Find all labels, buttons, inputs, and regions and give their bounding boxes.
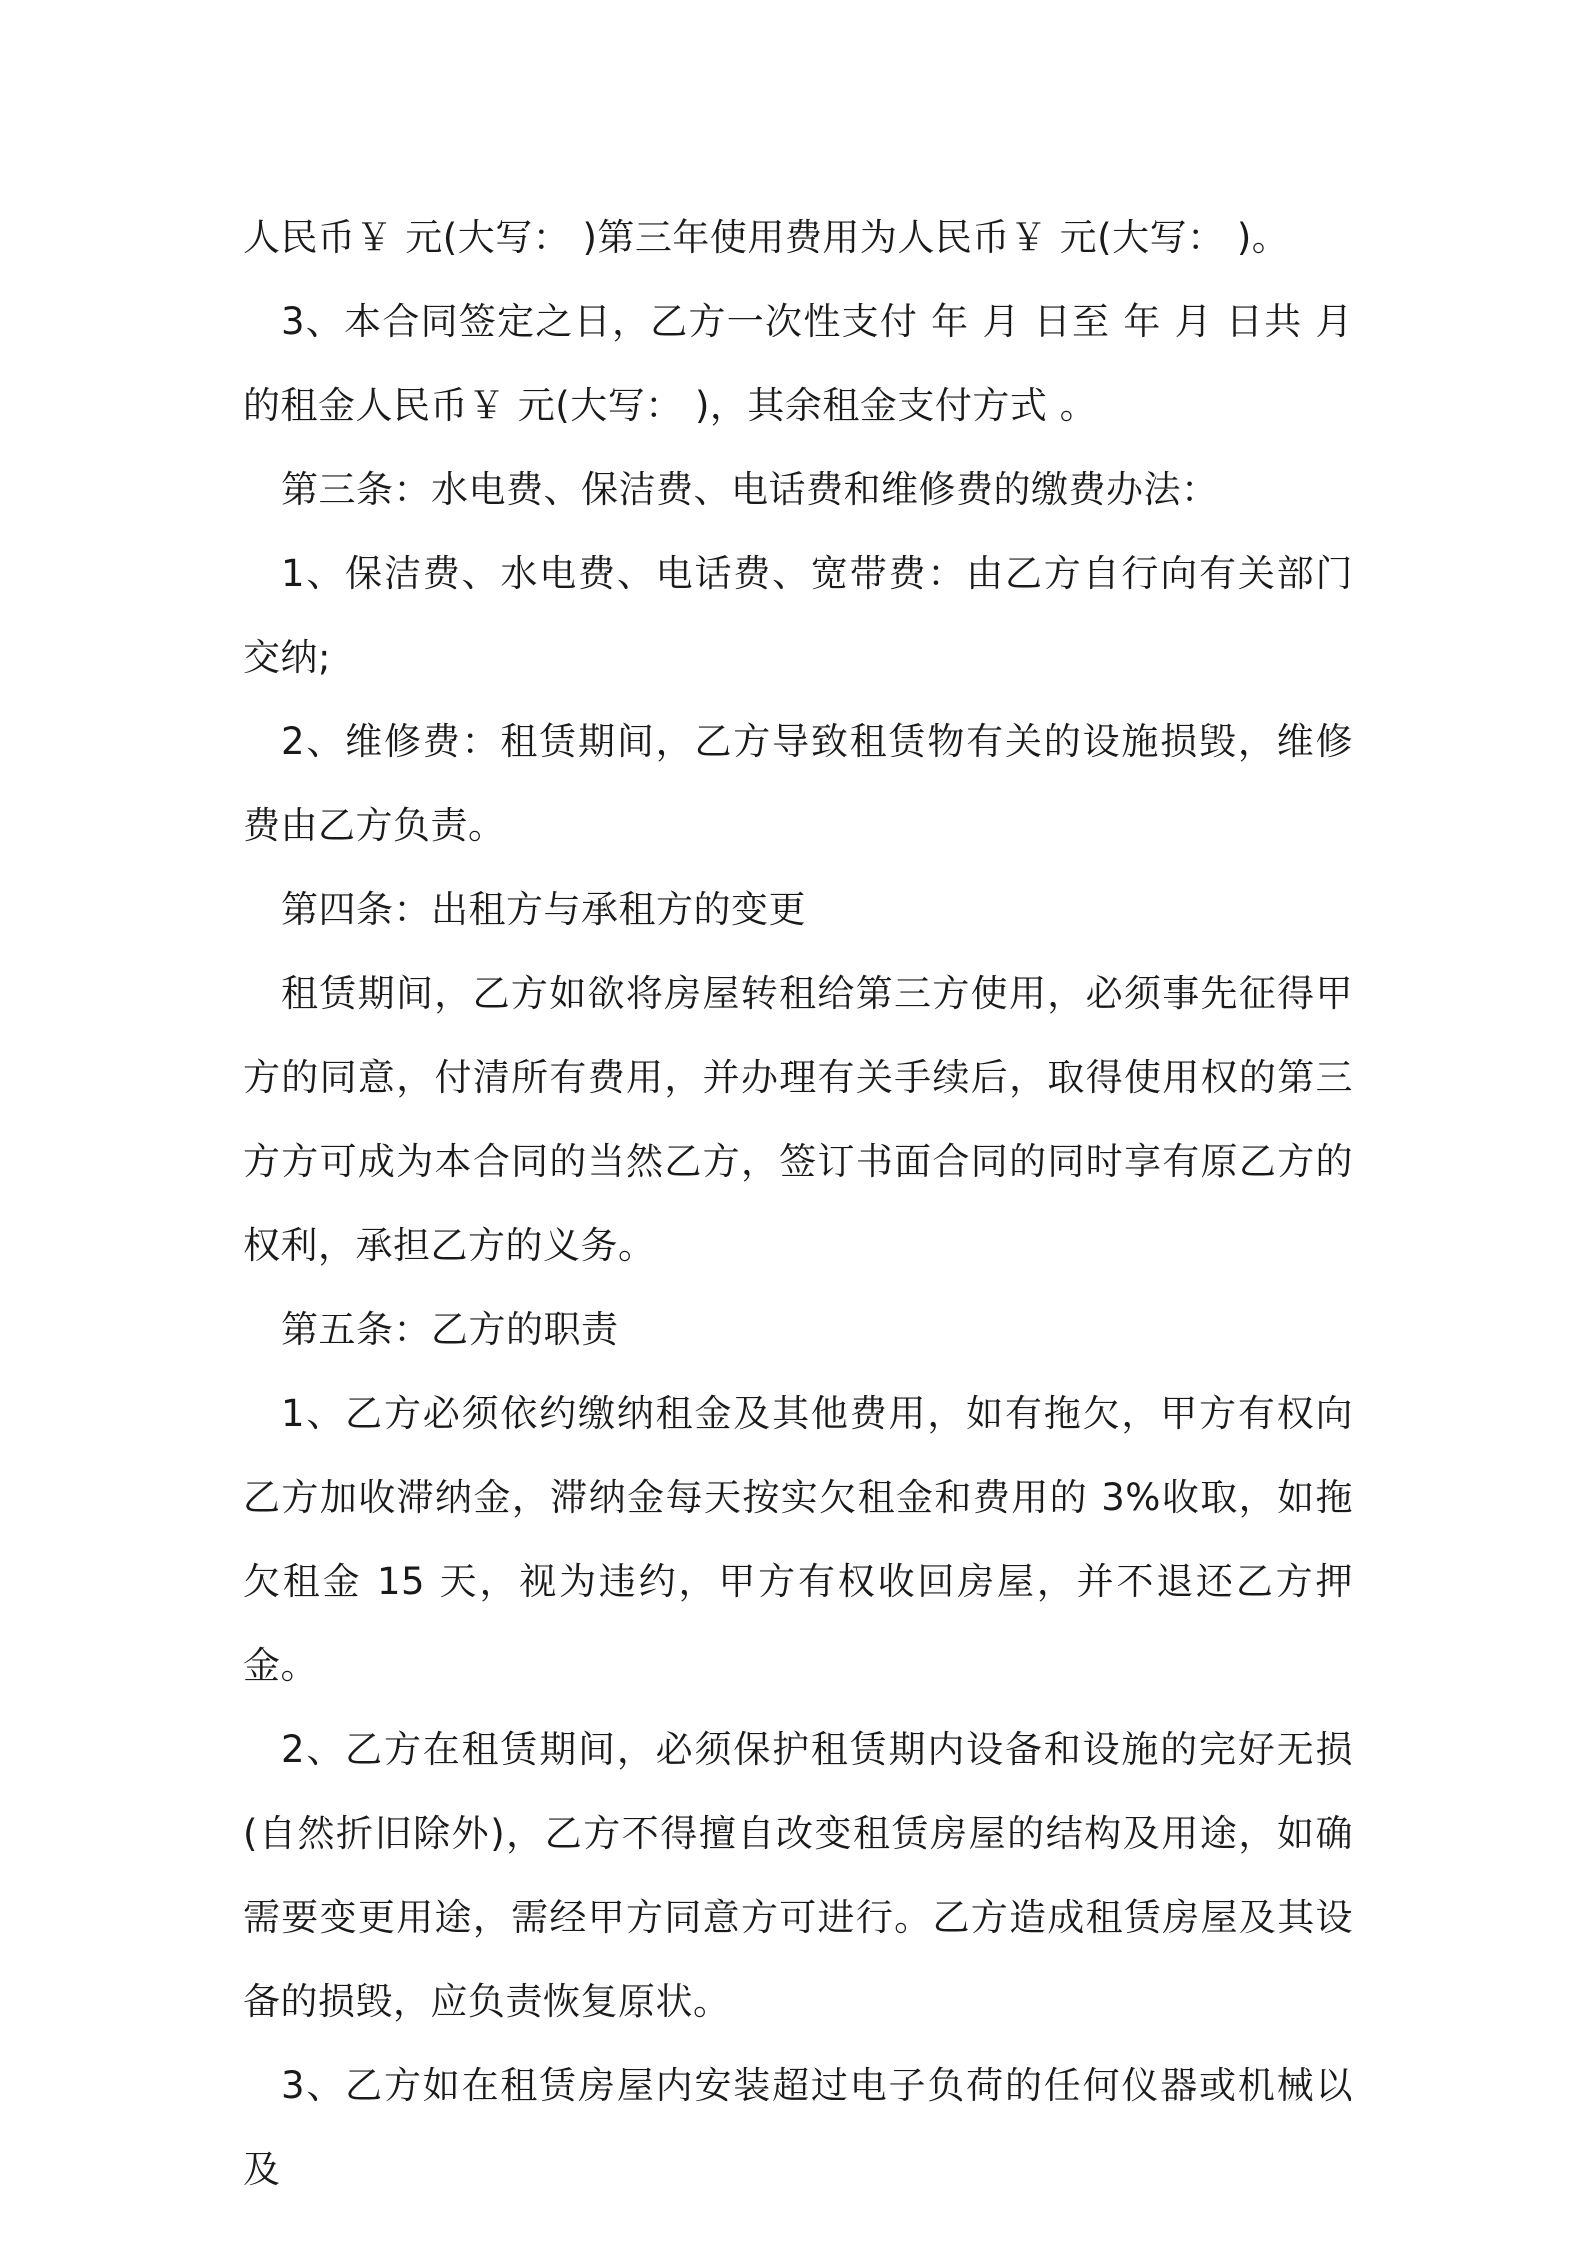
paragraph-2: 3、本合同签定之日，乙方一次性支付 年 月 日至 年 月 日共 月的租金人民币￥ 元(大写： )，其余租金支付方式 。 <box>243 300 1353 427</box>
paragraph-3: 1、保洁费、水电费、电话费、宽带费：由乙方自行向有关部门交纳; <box>243 552 1353 679</box>
paragraph-4: 2、维修费：租赁期间，乙方导致租赁物有关的设施损毁，维修费由乙方负责。 <box>243 720 1353 847</box>
paragraph-5: 租赁期间，乙方如欲将房屋转租给第三方使用，必须事先征得甲方的同意，付清所有费用，并办理有关手续后，取得使用权的第三方方可成为本合同的当然乙方，签订书面合同的同时享有原乙方的权利，承担乙方的义务。 <box>243 972 1353 1267</box>
document-body <box>243 196 1353 2212</box>
section-heading-article-5: 第五条：乙方的职责 <box>281 1308 619 1351</box>
paragraph-8: 3、乙方如在租赁房屋内安装超过电子负荷的任何仪器或机械以及 <box>243 2064 1353 2191</box>
section-heading-article-3: 第三条：水电费、保洁费、电话费和维修费的缴费办法： <box>281 468 1219 511</box>
paragraph-7: 2、乙方在租赁期间，必须保护租赁期内设备和设施的完好无损(自然折旧除外)，乙方不得擅自改变租赁房屋的结构及用途，如确需要变更用途，需经甲方同意方可进行。乙方造成租赁房屋及其设备的损毁，应负责恢复原状。 <box>243 1728 1353 2023</box>
paragraph-6: 1、乙方必须依约缴纳租金及其他费用，如有拖欠，甲方有权向乙方加收滞纳金，滞纳金每天按实欠租金和费用的 3%收取，如拖欠租金 15 天，视为违约，甲方有权收回房屋，并不退还乙方押金。 <box>243 1392 1353 1687</box>
section-heading-article-4: 第四条：出租方与承租方的变更 <box>281 888 806 931</box>
paragraph-1: 人民币￥ 元(大写： )第三年使用费用为人民币￥ 元(大写： )。 <box>243 216 1290 259</box>
